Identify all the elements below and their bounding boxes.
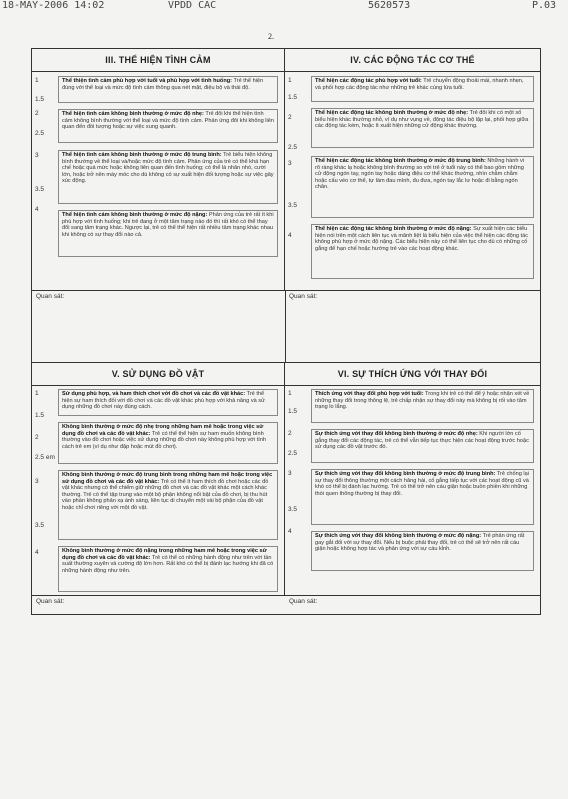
level-label: 2.5 em [35, 454, 55, 461]
item-text: Trẻ thể hiện đúng với thể loại và mức độ tình cảm thông qua nét mặt, điệu bộ và thái độ. [62, 78, 264, 91]
change-item [311, 429, 534, 463]
level-label: 4 [288, 528, 292, 535]
emotion-item [58, 76, 278, 103]
section-movement-title: IV. CÁC ĐỘNG TÁC CƠ THỂ [285, 49, 540, 72]
item-heading: Thể hiện các động tác phù hợp với tuổi: [315, 78, 422, 84]
item-text: Trẻ có thể có những hành động như trên với tần suất thường xuyên và cường độ lớn hơn. Rất khó có thể bị đánh lạc hướng khi đã có những hành động như trên. [62, 554, 274, 574]
fax-header [0, 0, 568, 14]
level-label: 1 [288, 77, 292, 84]
item-text: Những hành vi rõ ràng khác lạ hoặc không bình thường so với trẻ ở tuổi này có thể bao gồm những cử động ngón tay, ngón tay hoặc dáng điệu cơ thể khác thường, nhìn chằm chằm hoặc cấu véo cơ thể, tự làm đau mình, đu đưa, ngón tay lắc lư hoặc đi bằng ngón chân. [315, 158, 525, 191]
level-label: 1.5 [288, 94, 298, 101]
objects-item [58, 422, 278, 464]
observation-label-movement: Quan sát: [289, 293, 318, 300]
movement-item [311, 156, 534, 218]
section-objects [32, 362, 285, 596]
level-label: 3 [35, 152, 39, 159]
item-text: Khi người lớn cố gắng thay đổi các động tác, trẻ có thể vẫn tiếp tục thực hiện các hoạt động trước hoặc sử dụng các đồ vật trước đó. [315, 431, 529, 451]
level-label: 2 [288, 114, 292, 121]
section-objects-title: V. SỬ DỤNG ĐỒ VẬT [32, 363, 284, 386]
movement-item [311, 224, 534, 279]
fax-sender: VPDD CAC [168, 0, 217, 11]
section-emotion-title: III. THỂ HIỆN TÌNH CẢM [32, 49, 284, 72]
level-label: 2 [35, 110, 39, 117]
item-heading: Sự thích ứng với thay đổi không bình thường ở mức độ trung bình: [315, 471, 496, 477]
item-text: Phản ứng của trẻ rất ít khi phù hợp với tình huống; khi trẻ đang ở một tâm trạng nào đó thì rất khó có thể thay đổi sang tâm trạng khác. Ngược lại, trẻ có thể thể hiện rất nhiều tâm trạng khác nhau khi không có sự thay đổi nào cả. [62, 212, 274, 238]
column-divider [285, 291, 286, 362]
item-text: Trẻ thể hiện sự ham thích đối với đồ chơi và các đồ vật khác phù hợp với khả năng và sử dụng những đồ chơi này đúng cách. [62, 391, 265, 411]
item-heading: Thể hiện tình cảm không bình thường ở mức độ nhẹ: [62, 111, 204, 117]
item-text: Trẻ biểu hiện không bình thường về thể loại và/hoặc mức độ tình cảm. Phản ứng của trẻ có thể khá hạn chế hoặc quá mức hoặc không liên quan đến tình huống; có thể là nhăn nhó, cười lớn, hoặc trở nên máy móc cho dù không có sự xuất hiện đối tượng hoặc sự việc gây xúc động. [62, 152, 274, 185]
level-label: 4 [288, 232, 292, 239]
level-label: 2.5 [288, 450, 298, 457]
item-heading: Thể thiện tình cảm phù hợp với tuổi và phù hợp với tình huống: [62, 78, 233, 84]
level-label: 3.5 [288, 506, 298, 513]
level-label: 2.5 [288, 144, 298, 151]
fax-page: P.03 [532, 0, 557, 11]
emotion-item [58, 210, 278, 257]
item-text: Trẻ đôi khi có một số biểu hiện khác thường nhỏ, ví dụ như vụng về, động tác điệu bộ lặp lại, phối hợp giữa các động tác kém, hoặc ít xuất hiện những cử động khác thường. [315, 110, 529, 130]
change-item [311, 389, 534, 423]
item-text: Trong khi trẻ có thể để ý hoặc nhận xét về những thay đổi trong thông lệ, trẻ chấp nhận sự thay đổi này mà không bị rối vào tâm trạng lo lắng. [315, 391, 530, 411]
level-label: 1 [288, 390, 292, 397]
level-label: 4 [35, 206, 39, 213]
item-heading: Không bình thường ở mức độ trung bình trong những ham mê hoặc trong việc sử dụng đồ chơi và các đồ vật khác: [62, 472, 273, 485]
objects-item [58, 389, 278, 416]
item-text: Trẻ có thể thể hiện sự ham muốn không bình thường vào đồ chơi hoặc việc sử dụng những đồ chơi này không phù hợp với tính cách trẻ em (ví dụ như đập hoặc mút đồ chơi). [62, 430, 267, 450]
page-number: 2. [268, 32, 274, 41]
objects-item [58, 546, 278, 592]
item-heading: Thể hiện các động tác không bình thường ở mức độ trung bình: [315, 158, 486, 164]
observation-label-change: Quan sát: [289, 598, 318, 605]
level-label: 3.5 [35, 522, 45, 529]
emotion-item [58, 109, 278, 143]
change-item [311, 469, 534, 525]
fax-date: 18-MAY-2006 14:02 [2, 0, 105, 11]
level-label: 3 [288, 470, 292, 477]
item-heading: Thể hiện các động tác không bình thường ở mức độ nhẹ: [315, 110, 469, 116]
item-text: Trẻ có thể ít ham thích đồ chơi hoặc các đồ vật khác nhưng có thể chiếm giữ những đồ chơi và các đồ vật khác một cách khác thường. Trẻ có thể tập trung vào một bộ phận không nổi bật của đồ chơi, bị thu hút vào phần không phản xạ ánh sáng, liên tục di chuyển một vài bộ phận của đồ vật hoặc chỉ chơi riêng với một đồ vật. [62, 478, 269, 511]
item-text: Sự xuất hiện các biểu hiện nói trên một cách liên tục và mãnh liệt là biểu hiện của việc thể hiện các động tác không phù hợp ở mức độ nặng. Các biểu hiện này có thể liên tục cho dù có những cố gắng để hạn chế hoặc hướng trẻ vào các hoạt động khác. [315, 226, 529, 252]
item-heading: Không bình thường ở mức độ nặng trong những ham mê hoặc trong việc sử dụng đồ chơi và các đồ vật khác: [62, 548, 267, 561]
section-change [285, 362, 540, 596]
level-label: 1 [35, 77, 39, 84]
level-label: 2.5 [35, 130, 45, 137]
item-heading: Thích ứng với thay đổi phù hợp với tuổi: [315, 391, 424, 397]
level-label: 2 [288, 430, 292, 437]
observation-label-objects: Quan sát: [36, 598, 65, 605]
item-heading: Sử dụng phù hợp, và ham thích chơi với đồ chơi và các đồ vật khác: [62, 391, 246, 397]
level-label: 4 [35, 549, 39, 556]
movement-item [311, 108, 534, 148]
section-emotion [32, 49, 285, 291]
level-label: 1 [35, 390, 39, 397]
section-change-title: VI. SỰ THÍCH ỨNG VỚI THAY ĐỔI [285, 363, 540, 386]
item-text: Trẻ đôi khi thể hiện tình cảm không bình thường với thể loại và mức độ tình cảm. Phản ứng đôi khi không liên quan đến đồi tượng hoặc sự việc xung quanh. [62, 111, 274, 131]
item-text: Trẻ chống lại sự thay đổi thông thường một cách hăng hái, cố gắng tiếp tục với các hoạt động cũ và khó có thể bị đánh lạc hướng. Trẻ có thể trở nên cáu giận hoặc buồn phiền khi những thói quen thông thường bị thay đổi. [315, 471, 529, 497]
item-heading: Thể hiện tình cảm không bình thường ở mức độ trung bình: [62, 152, 222, 158]
level-label: 2 [35, 434, 39, 441]
item-text: Trẻ phản ứng rất gay gắt đối với sự thay đổi. Nếu bị buộc phải thay đổi, trẻ có thể sẽ trở nên rất cáu giận hoặc không hợp tác và phản ứng với sự cáu kỉnh. [315, 533, 525, 553]
level-label: 1.5 [35, 412, 45, 419]
item-text: Trẻ chuyển động thoải mái, nhanh nhẹn, và phối hợp các động tác như những trẻ khác cùng lứa tuổi. [315, 78, 524, 91]
level-label: 3 [35, 478, 39, 485]
level-label: 3 [288, 160, 292, 167]
item-heading: Thể hiện các động tác không bình thường ở mức độ nặng: [315, 226, 472, 232]
fax-number: 5620573 [368, 0, 411, 11]
observation-label-emotion: Quan sát: [36, 293, 65, 300]
level-label: 1.5 [35, 96, 45, 103]
objects-item [58, 470, 278, 540]
level-label: 3.5 [35, 186, 45, 193]
item-heading: Sự thích ứng với thay đổi không bình thường ở mức độ nhẹ: [315, 431, 478, 437]
change-item [311, 531, 534, 571]
movement-item [311, 76, 534, 102]
level-label: 1.5 [288, 408, 298, 415]
rating-sheet [31, 48, 541, 615]
item-heading: Thể hiện tình cảm không bình thường ở mức độ nặng: [62, 212, 208, 218]
section-movement [285, 49, 540, 291]
item-heading: Không bình thường ở mức độ nhẹ trong những ham mê hoặc trong việc sử dụng đồ chơi và các đồ vật khác: [62, 424, 264, 437]
emotion-item [58, 150, 278, 204]
item-heading: Sự thích ứng với thay đổi không bình thường ở mức độ nặng: [315, 533, 482, 539]
level-label: 3.5 [288, 202, 298, 209]
